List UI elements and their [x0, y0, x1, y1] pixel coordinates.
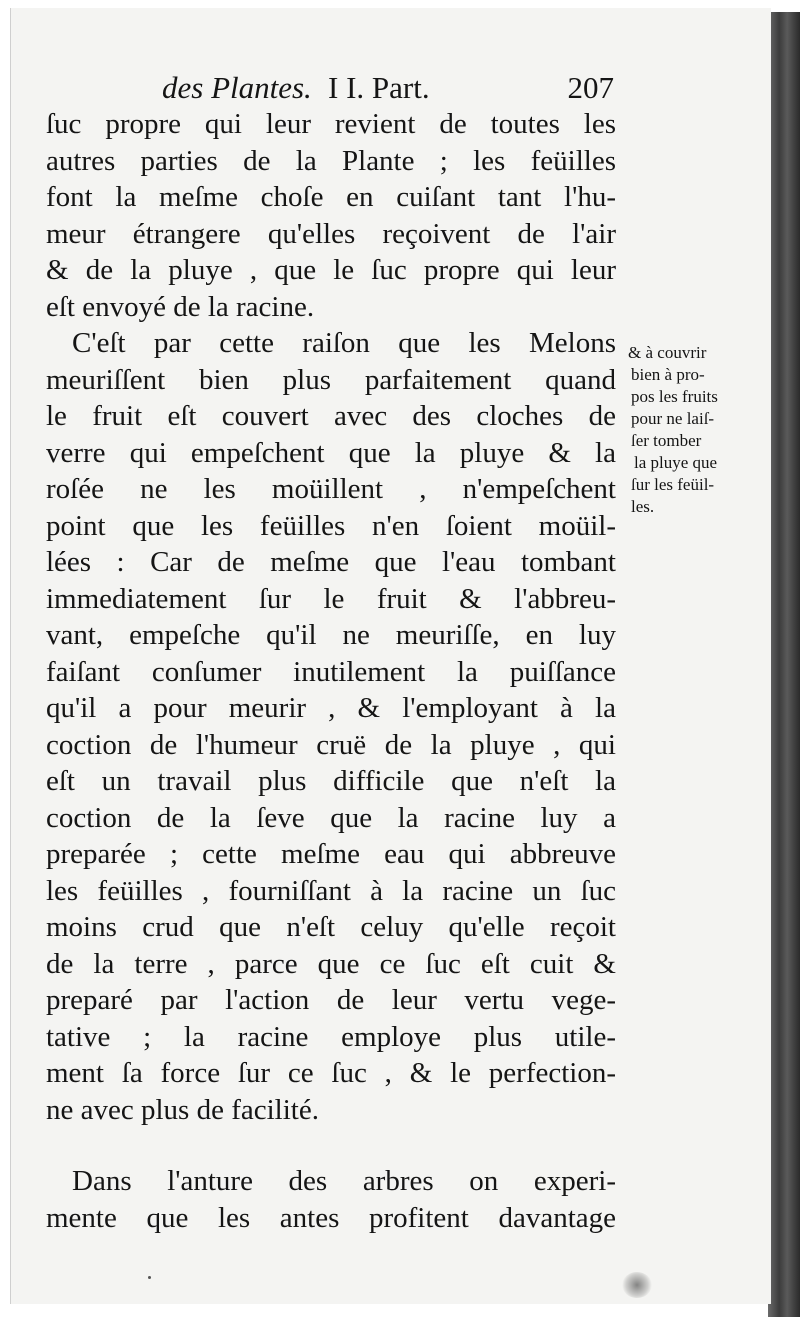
text-line: meur étrangere qu'elles reçoivent de l'air: [46, 217, 616, 250]
text-line: meuriſſent bien plus parfaitement quand: [46, 363, 616, 396]
margin-line: & à couvrir: [628, 343, 707, 362]
text-line: eſt un travail plus difficile que n'eſt la: [46, 765, 616, 797]
text-line: preparée ; cette meſme eau qui abbreuve: [46, 838, 616, 870]
text-line: roſée ne les moüillent , n'empeſchent: [46, 473, 616, 505]
margin-line: ſur les feüil-: [631, 475, 715, 494]
text-line: tative ; la racine employe plus utile-: [46, 1020, 616, 1053]
text-line: immediatement ſur le fruit & l'abbreu-: [46, 582, 616, 615]
part-label: I I. Part.: [328, 70, 430, 105]
text-line: eſt envoyé de la racine.: [46, 290, 315, 323]
text-line: ment ſa force ſur ce ſuc , & le perfection-: [46, 1057, 616, 1089]
text-line: faiſant conſumer inutilement la puiſſance: [46, 655, 616, 688]
text-line: les feüilles , fourniſſant à la racine un ſuc: [46, 874, 616, 907]
text-line: autres parties de la Plante ; les feüilles: [46, 144, 616, 177]
page-number: 207: [567, 70, 614, 105]
running-header: [162, 70, 614, 110]
margin-line: ſer tomber: [631, 431, 702, 450]
text-line: verre qui empeſchent que la pluye & la: [46, 436, 616, 469]
text-line: le fruit eſt couvert avec des cloches de: [46, 400, 616, 432]
text-line: preparé par l'action de leur vertu vege-: [46, 984, 616, 1016]
text-line: point que les feüilles n'en ſoient moüil-: [46, 509, 616, 542]
text-line: coction de l'humeur cruë de la pluye , qui: [46, 728, 616, 761]
margin-line: la pluye que: [634, 453, 718, 472]
text-line: lées : Car de meſme que l'eau tombant: [46, 546, 616, 578]
text-line: font la meſme choſe en cuiſant tant l'hu-: [46, 181, 616, 213]
ink-spot: [622, 1272, 652, 1298]
margin-note: [628, 342, 766, 518]
ink-dot: [148, 1276, 151, 1279]
text-line: coction de la ſeve que la racine luy a: [46, 801, 616, 834]
margin-line: les.: [631, 497, 655, 516]
text-line: ne avec plus de facilité.: [46, 1093, 319, 1126]
text-line: C'eſt par cette raiſon que les Melons: [72, 327, 616, 359]
margin-line: pos les fruits: [631, 387, 718, 406]
text-line: Dans l'anture des arbres on experi-: [72, 1165, 616, 1197]
margin-line: pour ne laiſ-: [631, 409, 715, 428]
text-line: & de la pluye , que le ſuc propre qui leur: [46, 254, 616, 286]
text-line: moins crud que n'eſt celuy qu'elle reçoit: [46, 911, 616, 943]
margin-line: bien à pro-: [631, 365, 705, 384]
running-title: des Plantes.: [162, 70, 312, 105]
text-line: mente que les antes profitent davantage: [46, 1201, 616, 1234]
main-text: [46, 106, 616, 1236]
text-line: vant, empeſche qu'il ne meuriſſe, en luy: [46, 619, 616, 651]
book-gutter: [768, 12, 800, 1317]
text-line: qu'il a pour meurir , & l'employant à la: [46, 692, 616, 724]
text-line: ſuc propre qui leur revient de toutes les: [46, 108, 616, 140]
text-line: de la terre , parce que ce ſuc eſt cuit &: [46, 947, 616, 980]
